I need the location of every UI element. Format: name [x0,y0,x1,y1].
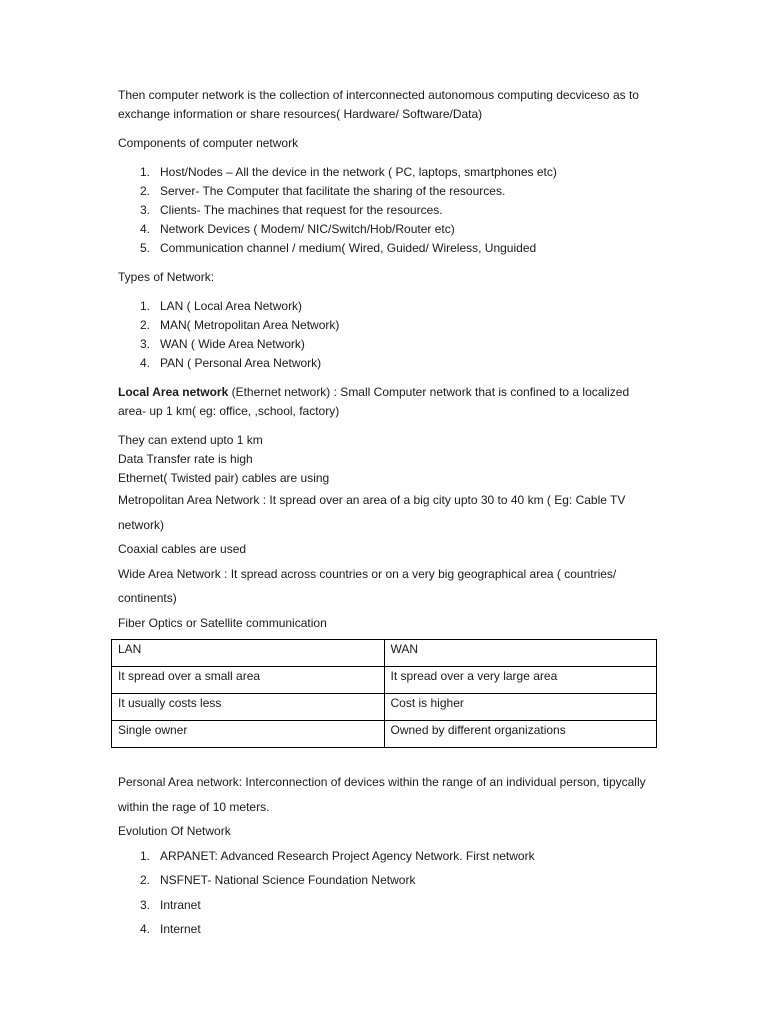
table-cell: It spread over a small area [112,667,385,694]
lan-wan-comparison-table [111,639,657,748]
note-extend: They can extend upto 1 km [118,433,263,447]
list-item: 3. Clients- The machines that request for the resources. [140,203,443,217]
list-item: 3. Intranet [140,897,201,912]
list-item: 1. LAN ( Local Area Network) [140,299,303,313]
lan-term: Local Area network [118,385,229,399]
list-item: 4. Internet [140,922,201,936]
man-paragraph: Metropolitan Area Network : It spread over an area of a big city upto 30 to 40 km ( Eg: Cable TV network) [118,493,626,532]
table-cell: Owned by different organizations [384,721,657,748]
document-page [118,86,658,942]
pan-paragraph: Personal Area network: Interconnection of devices within the range of an individual person, tipycally within the rage of 10 meters. [118,775,646,814]
note-coaxial: Coaxial cables are used [118,542,247,556]
list-item: 1. ARPANET: Advanced Research Project Agency Network. First network [140,848,535,863]
table-cell: It usually costs less [112,694,385,721]
table-header-cell: WAN [384,640,657,667]
list-item: 4. Network Devices ( Modem/ NIC/Switch/Hob/Router etc) [140,222,455,236]
note-fiber: Fiber Optics or Satellite communication [118,615,327,630]
components-list [118,163,658,258]
list-item: 2. MAN( Metropolitan Area Network) [140,318,340,332]
list-item: 5. Communication channel / medium( Wired, Guided/ Wireless, Unguided [140,241,537,255]
table-cell: Single owner [112,721,385,748]
types-list [118,297,658,373]
evolution-heading: Evolution Of Network [118,824,231,838]
wan-paragraph: Wide Area Network : It spread across countries or on a very big geographical area ( countries/ continents) [118,566,617,605]
table-header-row [112,640,657,667]
note-transfer-rate: Data Transfer rate is high [118,452,253,466]
components-heading: Components of computer network [118,136,299,150]
evolution-list [118,844,658,942]
table-cell: Cost is higher [384,694,657,721]
note-ethernet: Ethernet( Twisted pair) cables are using [118,471,330,485]
lan-paragraph [118,383,658,421]
list-item: 4. PAN ( Personal Area Network) [140,356,322,370]
table-row [112,667,657,694]
list-item: 2. Server- The Computer that facilitate the sharing of the resources. [140,184,506,198]
list-item: 1. Host/Nodes – All the device in the network ( PC, laptops, smartphones etc) [140,165,557,179]
types-heading: Types of Network: [118,270,215,284]
table-row [112,694,657,721]
table-row [112,721,657,748]
table-header-cell: LAN [112,640,385,667]
lan-description: (Ethernet network) : Small Computer network that is confined to a localized area- up 1 km( eg: office, ,school, factory) [118,385,630,418]
table-cell: It spread over a very large area [384,667,657,694]
intro-paragraph: Then computer network is the collection of interconnected autonomous computing decviceso as to exchange information or share resources( Hardware/ Software/Data) [118,88,639,121]
list-item: 3. WAN ( Wide Area Network) [140,337,305,351]
list-item: 2. NSFNET- National Science Foundation Network [140,873,416,887]
